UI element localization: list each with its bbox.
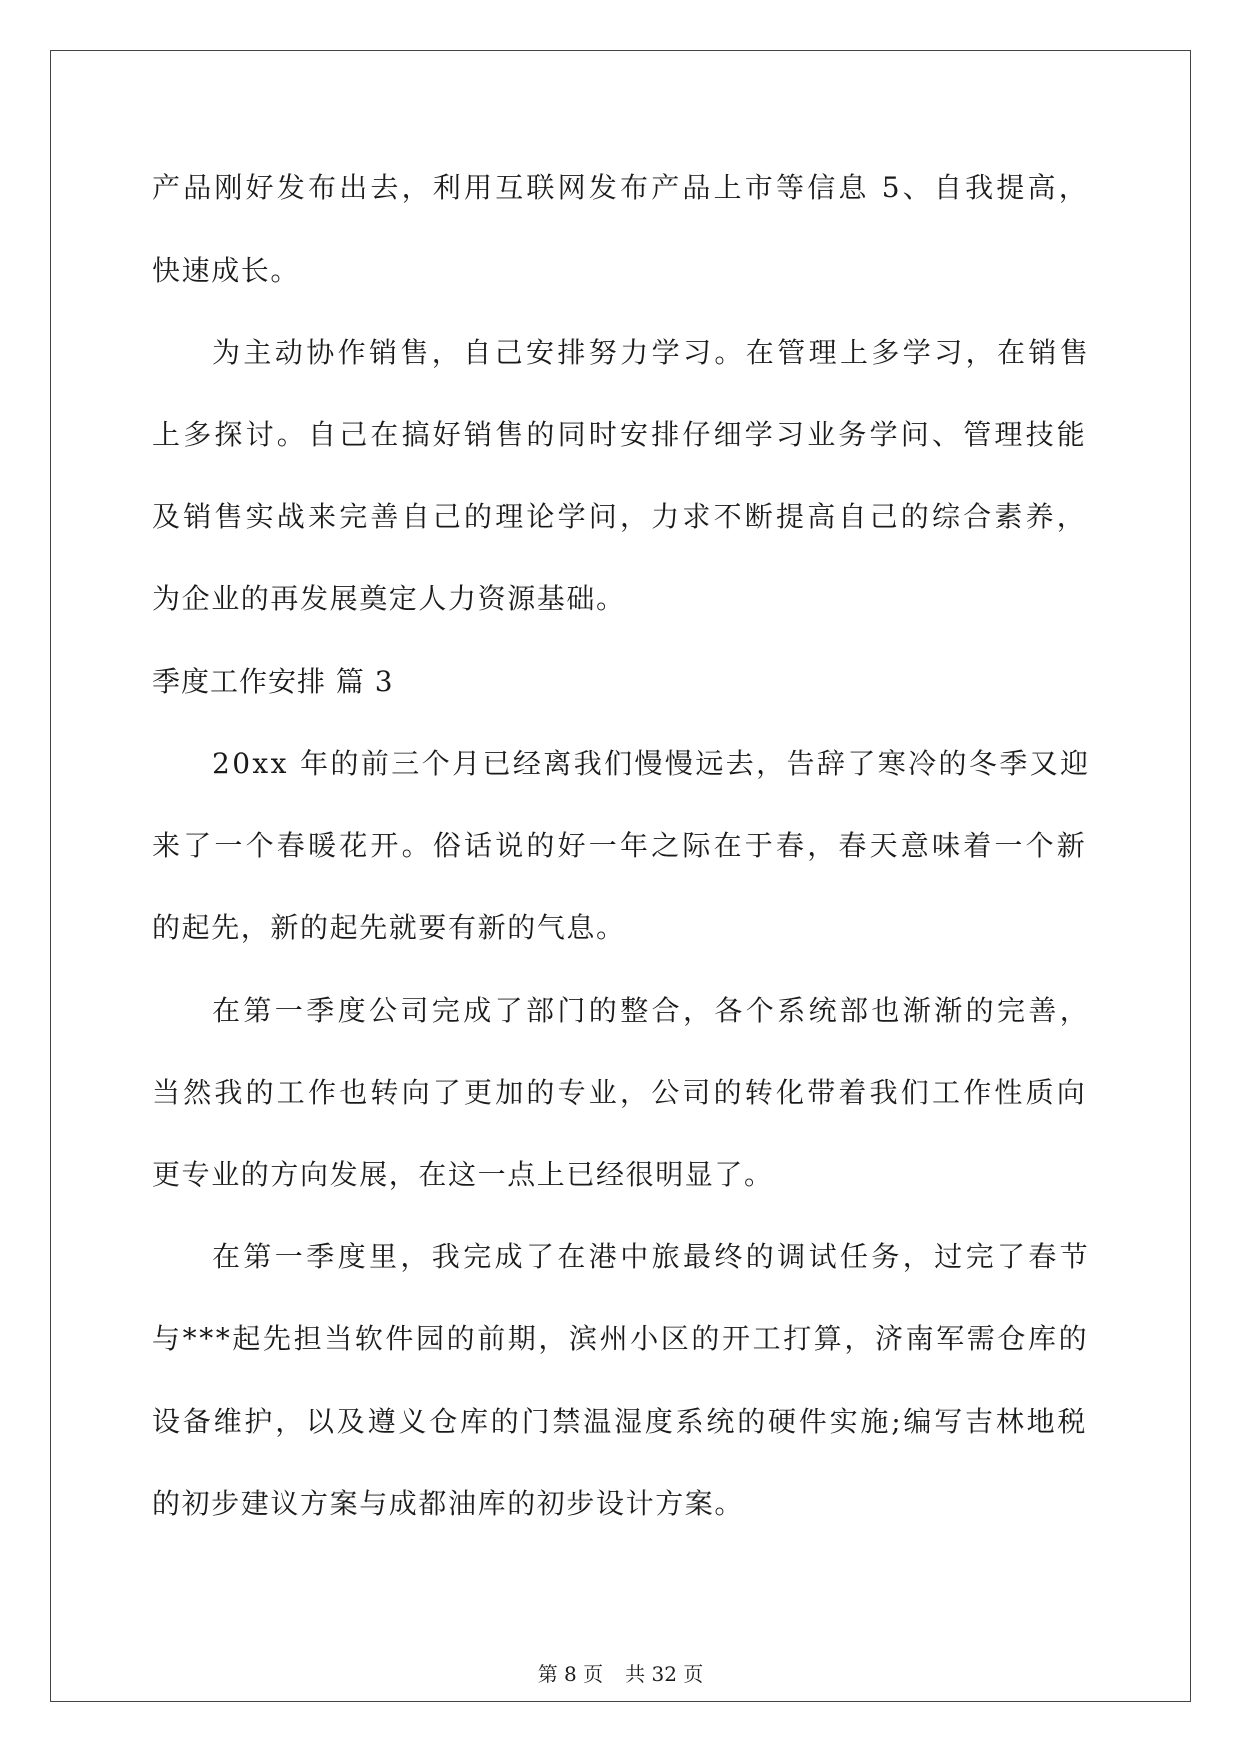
page-border [50, 50, 1191, 1702]
text-line: 及销售实战来完善自己的理论学问，力求不断提高自己的综合素养， [152, 500, 1089, 533]
text-line: 20xx 年的前三个月已经离我们慢慢远去，告辞了寒冷的冬季又迎 [212, 747, 1091, 780]
text-line: 在第一季度里，我完成了在港中旅最终的调试任务，过完了春节 [212, 1240, 1092, 1273]
page-total: 共 32 页 [625, 1662, 704, 1686]
text-line: 的起先，新的起先就要有新的气息。 [152, 911, 626, 944]
text-line: 产品刚好发布出去，利用互联网发布产品上市等信息 5、自我提高， [152, 171, 1090, 204]
text-line: 当然我的工作也转向了更加的专业，公司的转化带着我们工作性质向 [152, 1076, 1089, 1109]
page-footer [0, 1662, 1241, 1686]
page-number: 第 8 页 [537, 1662, 604, 1686]
text-line: 的初步建议方案与成都油库的初步设计方案。 [152, 1487, 745, 1520]
text-line: 更专业的方向发展，在这一点上已经很明显了。 [152, 1158, 774, 1191]
section-heading: 季度工作安排 篇 3 [152, 665, 394, 698]
text-line: 在第一季度公司完成了部门的整合，各个系统部也渐渐的完善， [212, 994, 1092, 1027]
text-line: 上多探讨。自己在搞好销售的同时安排仔细学习业务学问、管理技能 [152, 418, 1089, 451]
text-line: 来了一个春暖花开。俗话说的好一年之际在于春，春天意味着一个新 [152, 829, 1089, 862]
text-line: 设备维护，以及遵义仓库的门禁温湿度系统的硬件实施;编写吉林地税 [152, 1405, 1089, 1438]
text-line: 为主动协作销售，自己安排努力学习。在管理上多学习，在销售 [212, 336, 1092, 369]
text-line: 为企业的再发展奠定人力资源基础。 [152, 582, 626, 615]
text-line: 快速成长。 [152, 254, 301, 287]
text-line: 与***起先担当软件园的前期，滨州小区的开工打算，济南军需仓库的 [152, 1322, 1090, 1355]
